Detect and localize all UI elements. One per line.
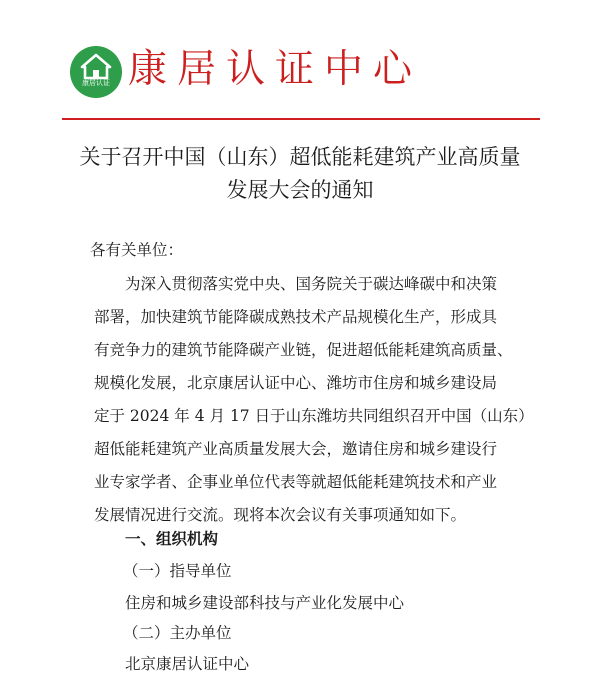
paragraph-line: 业专家学者、企事业单位代表等就超低能耗建筑技术和产业 [94,473,498,491]
subsection-host-label: （二）主办单位 [123,624,232,642]
org-name: 康居认证中心 [128,47,423,92]
salutation: 各有关单位： [90,241,184,259]
subsection-guiding-label: （一）指导单位 [123,562,232,580]
host-unit-value: 北京康居认证中心 [125,655,250,673]
paragraph-line: 规模化发展，北京康居认证中心、潍坊市住房和城乡建设局 [94,374,498,392]
paragraph-line: 超低能耗建筑产业高质量发展大会，邀请住房和城乡建设行 [94,440,498,458]
logo-text: 康居认证 [82,79,110,87]
paragraph-line: 有竞争力的建筑节能降碳产业链，促进超低能耗建筑高质量、 [94,341,513,359]
logo-badge [70,46,122,98]
paragraph-line: 部署，加快建筑节能降碳成熟技术产品规模化生产，形成具 [94,308,498,326]
section-heading: 一、组织机构 [125,530,219,548]
house-icon [70,46,122,98]
guiding-unit-value: 住房和城乡建设部科技与产业化发展中心 [125,594,405,612]
notice-title [60,141,540,207]
paragraph-line: 发展情况进行交流。现将本次会议有关事项通知如下。 [94,506,467,524]
paragraph-line: 定于 2024 年 4 月 17 日于山东潍坊共同组织召开中国（山东） [94,407,534,425]
red-divider [62,118,540,120]
paragraph-line: 为深入贯彻落实党中央、国务院关于碳达峰碳中和决策 [125,275,498,293]
title-line-1: 关于召开中国（山东）超低能耗建筑产业高质量 [79,145,521,169]
title-line-2: 发展大会的通知 [226,178,374,202]
